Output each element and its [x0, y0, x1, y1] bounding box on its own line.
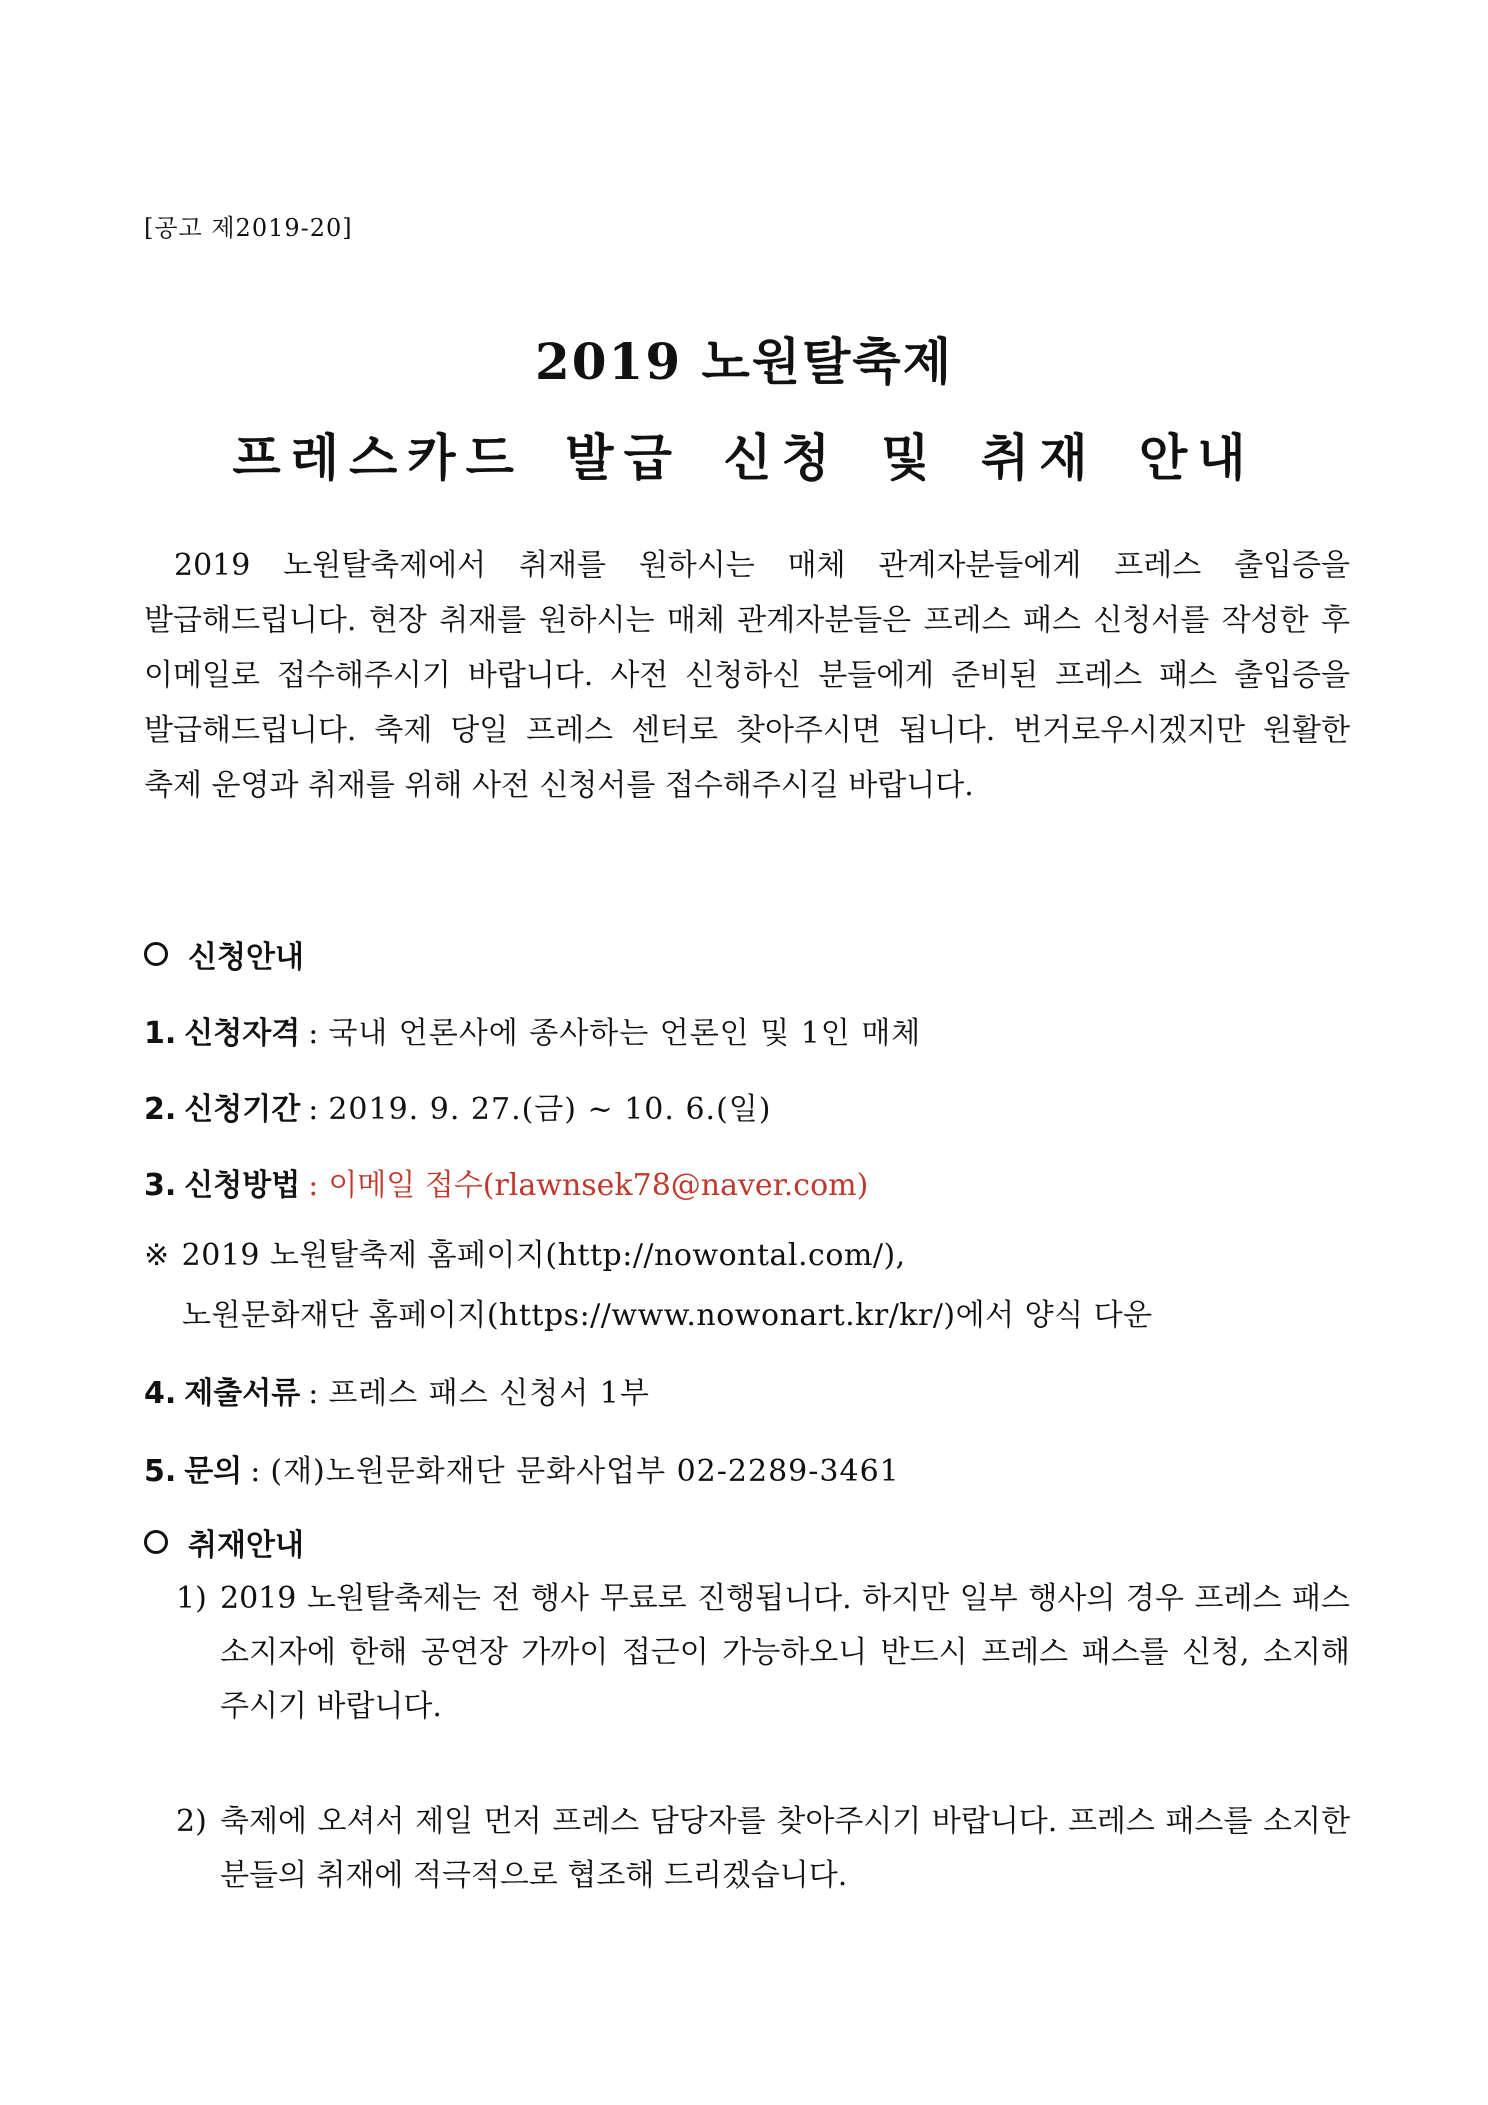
application-section-title — [144, 932, 304, 976]
item-separator: : — [308, 1168, 319, 1203]
form-download-note-line-1 — [144, 1230, 906, 1274]
item-value: (재)노원문화재단 문화사업부 02-2289-3461 — [270, 1454, 900, 1489]
item-separator: : — [308, 1376, 319, 1411]
email-application-link[interactable]: 이메일 접수(rlawnsek78@naver.com) — [328, 1168, 869, 1203]
item-number: 5. — [144, 1454, 177, 1489]
application-item-method — [144, 1160, 868, 1204]
application-item-inquiry — [144, 1446, 900, 1490]
document-title-line-1: 2019 노원탈축제 — [534, 332, 954, 391]
item-label: 신청방법 — [184, 1168, 301, 1203]
application-item-period — [144, 1084, 771, 1128]
coverage-item-marker: 1) — [176, 1581, 207, 1616]
coverage-item-1 — [176, 1572, 1350, 1734]
item-value: 국내 언론사에 종사하는 언론인 및 1인 매체 — [328, 1016, 922, 1051]
item-number: 4. — [144, 1376, 177, 1411]
foundation-homepage-link[interactable]: 노원문화재단 홈페이지(https://www.nowonart.kr/kr/)에서 양식 다운 — [182, 1298, 1153, 1333]
coverage-item-2 — [176, 1795, 1350, 1903]
document-title-line-2: 프레스카드 발급 신청 및 취재 안내 — [232, 428, 1256, 487]
application-section-label: 신청안내 — [188, 940, 304, 975]
coverage-section-label: 취재안내 — [188, 1528, 304, 1563]
intro-paragraph: 2019 노원탈축제에서 취재를 원하시는 매체 관계자분들에게 프레스 출입증을 발급해드립니다. 현장 취재를 원하시는 매체 관계자분들은 프레스 패스 신청서를 작성한 후 이메일로 접수해주시기 바랍니다. 사전 신청하신 분들에게 준비된 프레스 패스 출입증을 발급해드립니다. 축제 당일 프레스 센터로 찾아주시면 됩니다. 번거로우시겠지만 원활한 축제 운영과 취재를 위해 사전 신청서를 접수해주시길 바랍니다. — [144, 548, 1350, 803]
item-label: 제출서류 — [184, 1376, 301, 1411]
item-number: 3. — [144, 1168, 177, 1203]
coverage-item-marker: 2) — [176, 1804, 207, 1839]
coverage-section-title — [144, 1520, 304, 1564]
item-label: 신청자격 — [184, 1016, 301, 1051]
item-label: 문의 — [184, 1454, 243, 1489]
circle-bullet-icon — [144, 1530, 168, 1554]
item-separator: : — [250, 1454, 261, 1489]
item-separator: : — [308, 1016, 319, 1051]
item-separator: : — [308, 1092, 319, 1127]
application-item-eligibility — [144, 1008, 921, 1052]
item-number: 1. — [144, 1016, 177, 1051]
circle-bullet-icon — [144, 942, 168, 966]
item-value: 프레스 패스 신청서 1부 — [328, 1376, 650, 1411]
item-label: 신청기간 — [184, 1092, 301, 1127]
item-number: 2. — [144, 1092, 177, 1127]
coverage-item-text: 축제에 오셔서 제일 먼저 프레스 담당자를 찾아주시기 바랍니다. 프레스 패스를 소지한 분들의 취재에 적극적으로 협조해 드리겠습니다. — [220, 1804, 1350, 1893]
coverage-item-text: 2019 노원탈축제는 전 행사 무료로 진행됩니다. 하지만 일부 행사의 경우 프레스 패스 소지자에 한해 공연장 가까이 접근이 가능하오니 반드시 프레스 패스를 신청, 소지해 주시기 바랍니다. — [220, 1581, 1350, 1724]
notice-number: [공고 제2019-20] — [144, 214, 353, 242]
item-value: 2019. 9. 27.(금) ~ 10. 6.(일) — [328, 1092, 772, 1127]
application-item-documents — [144, 1368, 650, 1412]
festival-homepage-link[interactable]: 2019 노원탈축제 홈페이지(http://nowontal.com/), — [181, 1238, 906, 1273]
reference-mark-icon: ※ — [144, 1238, 170, 1273]
